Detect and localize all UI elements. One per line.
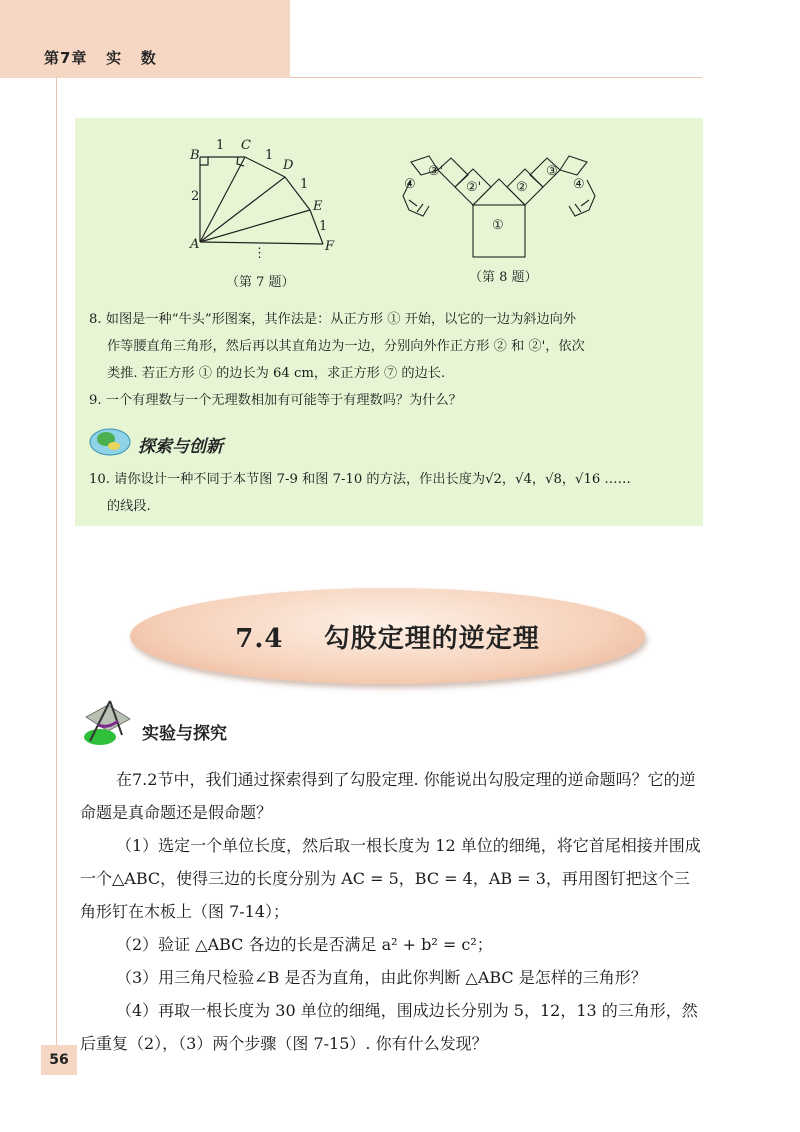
label-seg-1d: 1 [319, 219, 328, 234]
label-square-3p: ③' [428, 164, 444, 179]
q9: 9. 一个有理数与一个无理数相加有可能等于有理数吗？为什么？ [89, 393, 462, 408]
body-paragraph-5: （4）再取一根长度为 30 单位的细绳，围成边长分别为 5，12，13 的三角形，然后重复（2），（3）两个步骤（图 7-15）. 你有什么发现？ [80, 1001, 698, 1053]
label-seg-1c: 1 [300, 177, 309, 192]
q8-line1: 8. 如图是一种“牛头”形图案，其作法是：从正方形 ① 开始，以它的一边为斜边向外 [89, 312, 577, 327]
figure-7-caption: （第 7 题） [226, 275, 295, 290]
body-paragraph-4: （3）用三角尺检验∠B 是否为直角，由此你判断 △ABC 是怎样的三角形？ [116, 968, 647, 987]
body-paragraph-3: （2）验证 △ABC 各边的长是否满足 a² + b² = c²； [116, 935, 493, 954]
body-paragraph-1: 在7.2节中，我们通过探索得到了勾股定理. 你能说出勾股定理的逆命题吗？它的逆命题是真命题还是假命题？ [80, 770, 696, 822]
header-rule [290, 77, 702, 78]
q10-line2: 的线段. [107, 499, 151, 514]
q8-line2: 作等腰直角三角形，然后再以其直角边为一边，分别向外作正方形 ② 和 ②'，依次 [107, 339, 585, 354]
label-B: B [190, 148, 200, 163]
page-number: 56 [41, 1045, 77, 1075]
label-E: E [313, 199, 323, 214]
label-square-4p: ④ [404, 177, 416, 192]
experiment-icon [78, 697, 132, 749]
chapter-title: 第7章 实 数 [44, 49, 157, 67]
label-seg-2: 2 [191, 189, 200, 204]
explore-title: 探索与创新 [138, 437, 223, 457]
label-square-3: ③ [546, 164, 558, 179]
section-title: 7.4 勾股定理的逆定理 [235, 624, 540, 654]
label-square-1: ① [492, 218, 504, 233]
exercise-8-9 [89, 306, 699, 414]
figure-8-caption: （第 8 题） [469, 270, 538, 285]
label-square-2p: ②' [466, 180, 482, 195]
explore-icon [88, 424, 132, 458]
label-seg-1b: 1 [265, 148, 274, 163]
label-F: F [325, 239, 335, 254]
label-D: D [283, 158, 294, 173]
label-C: C [241, 138, 251, 153]
activity-title: 实验与探究 [142, 724, 227, 744]
label-seg-1a: 1 [216, 138, 225, 153]
margin-rule [56, 78, 57, 1048]
figure-8-oxhead [395, 150, 605, 265]
q8-line3: 类推. 若正方形 ① 的边长为 64 cm，求正方形 ⑦ 的边长. [107, 366, 446, 381]
q10-line1: 10. 请你设计一种不同于本节图 7-9 和图 7-10 的方法，作出长度为√2，√4，√8，√16 …… [89, 472, 631, 487]
body-content [80, 763, 705, 1060]
body-paragraph-2: （1）选定一个单位长度，然后取一根长度为 12 单位的细绳，将它首尾相接并围成一个△ABC，使得三边的长度分别为 AC = 5，BC = 4，AB = 3，再用图钉把这个三角形钉在木板上（图 7-14）； [80, 836, 701, 921]
label-square-4: ④ [573, 177, 585, 192]
label-square-2: ② [516, 180, 528, 195]
label-dots: ⋮ [253, 246, 266, 261]
label-A: A [190, 237, 200, 252]
exercise-10 [89, 466, 699, 520]
